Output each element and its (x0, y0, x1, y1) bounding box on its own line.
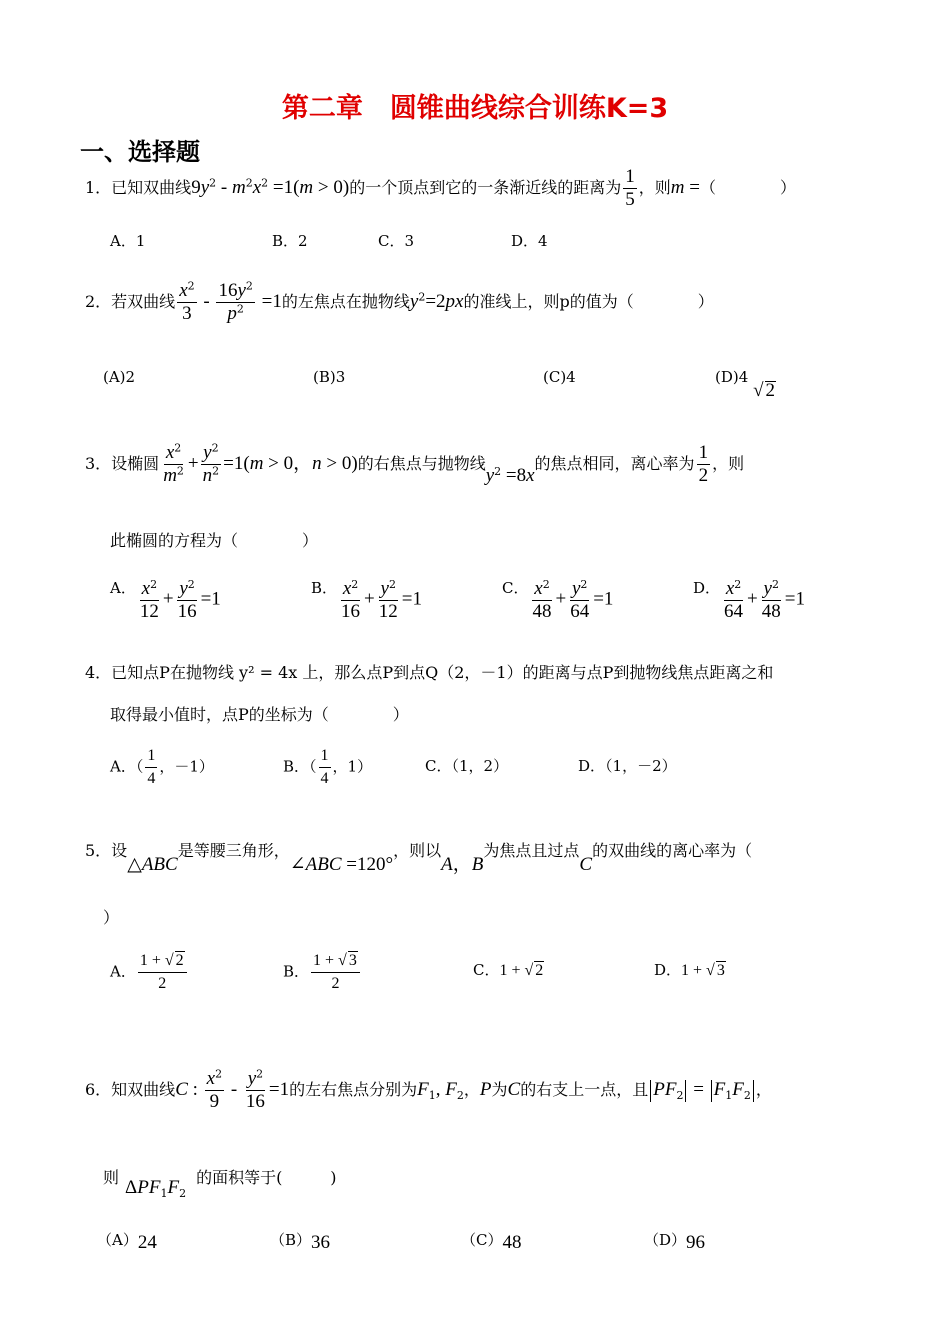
q1-option-b: B．2 (272, 232, 308, 250)
question-6-line2: 则 $\Delta PF_1F_2$的面积等于( ) (103, 1168, 337, 1201)
q1-option-c: C．3 (378, 232, 415, 250)
q6-option-b: （B）36 (270, 1231, 331, 1253)
fraction-x2-over-m2: $\frac{x^2}{m^2}$ (163, 441, 184, 486)
fraction-y2-over-n2: $\frac{y^2}{n^2}$ (202, 441, 220, 486)
q1-option-d: D．4 (511, 232, 548, 250)
question-5-stem: 5．设△ABC是等腰三角形，∠ABC =120°，则以A，B为焦点且过点C的双曲线的离心率为（ (85, 841, 753, 875)
q4-option-b: B．（ $\frac{1}{4}$ ，1） (283, 747, 373, 787)
section-heading: 一、选择题 (80, 138, 200, 166)
q3-option-d: D． $\frac{x^2}{64}$ + $\frac{y^2}{48}$ =1 (693, 578, 805, 622)
fraction-16y2-over-p2: $\frac{16y^2}{p^2}$ (218, 279, 253, 324)
q2-option-d: (D)4 √ 2 (715, 368, 775, 401)
q6-option-c: （C）48 (461, 1231, 522, 1253)
q4-option-a: A．（ $\frac{1}{4}$ ，－1） (110, 747, 214, 787)
fraction-x2-over-3: $\frac{x^2}{3}$ (179, 279, 195, 324)
q4-option-c: C．（1，2） (425, 757, 509, 775)
question-3-line2: 此椭圆的方程为（ ） (110, 531, 319, 550)
q6-option-a: （A）24 (97, 1231, 157, 1253)
q5-option-b: B． $\frac{1 + √ 3}{2}$ (283, 950, 362, 995)
q5-option-c: C．1 + √ 2 (473, 961, 544, 979)
q2-option-b: (B)3 (313, 368, 346, 386)
q1-option-a: A．1 (110, 232, 146, 250)
q3-option-c: C． $\frac{x^2}{48}$ + $\frac{y^2}{64}$ =1 (502, 578, 614, 622)
question-5-line2: ） (103, 908, 120, 927)
question-6-stem: 6．知双曲线C : $\frac{x^2}{9}$ - $\frac{y^2}{16}$ =1的左右焦点分别为$F_1$, $F_2$，P为C的右支上一点，且 $PF_2 = F_1F_2$ ， (85, 1067, 772, 1112)
question-2-stem: 2．若双曲线 $\frac{x^2}{3}$ - $\frac{16y^2}{p^2}$ =1的左焦点在抛物线$y^2=2px$的准线上，则p的值为（ ） (85, 279, 714, 324)
q3-option-b: B． $\frac{x^2}{16}$ + $\frac{y^2}{12}$ =1 (311, 578, 422, 622)
question-3-stem: 3．设椭圆 $\frac{x^2}{m^2}$ + $\frac{y^2}{n^2}$ =1(m > 0，n > 0)的右焦点与抛物线$y^2 =8x$的焦点相同，离心率为 $\frac{1}{2}$ ，则 (85, 441, 745, 486)
page-title: 第二章 圆锥曲线综合训练K=3 (281, 93, 669, 124)
question-4-line2: 取得最小值时，点P的坐标为（ ） (110, 705, 409, 724)
q5-option-a: A． $\frac{1 + √ 2}{2}$ (110, 950, 189, 995)
q6-option-d: （D）96 (644, 1231, 706, 1253)
fraction-one-fifth: $\frac{1}{5}$ (625, 166, 635, 210)
q5-option-d: D．1 + √ 3 (654, 961, 725, 979)
question-4-line1: 4．已知点P在抛物线 y² = 4x 上，那么点P到点Q（2，－1）的距离与点P到抛物线焦点距离之和 (85, 663, 774, 682)
sqrt-2: √ 2 (753, 380, 775, 401)
fraction-one-half: $\frac{1}{2}$ (698, 442, 709, 486)
q4-option-d: D．（1，－2） (578, 757, 677, 775)
question-1-stem: 1．已知双曲线$9y^2 - m^2x^2 =1(m > 0)$的一个顶点到它的一条渐近线的距离为 $\frac{1}{5}$ ，则m =（ ） (85, 166, 796, 210)
q2-option-c: (C)4 (543, 368, 576, 386)
q2-option-a: (A)2 (103, 368, 136, 386)
q3-option-a: A． $\frac{x^2}{12}$ + $\frac{y^2}{16}$ =1 (110, 578, 221, 622)
